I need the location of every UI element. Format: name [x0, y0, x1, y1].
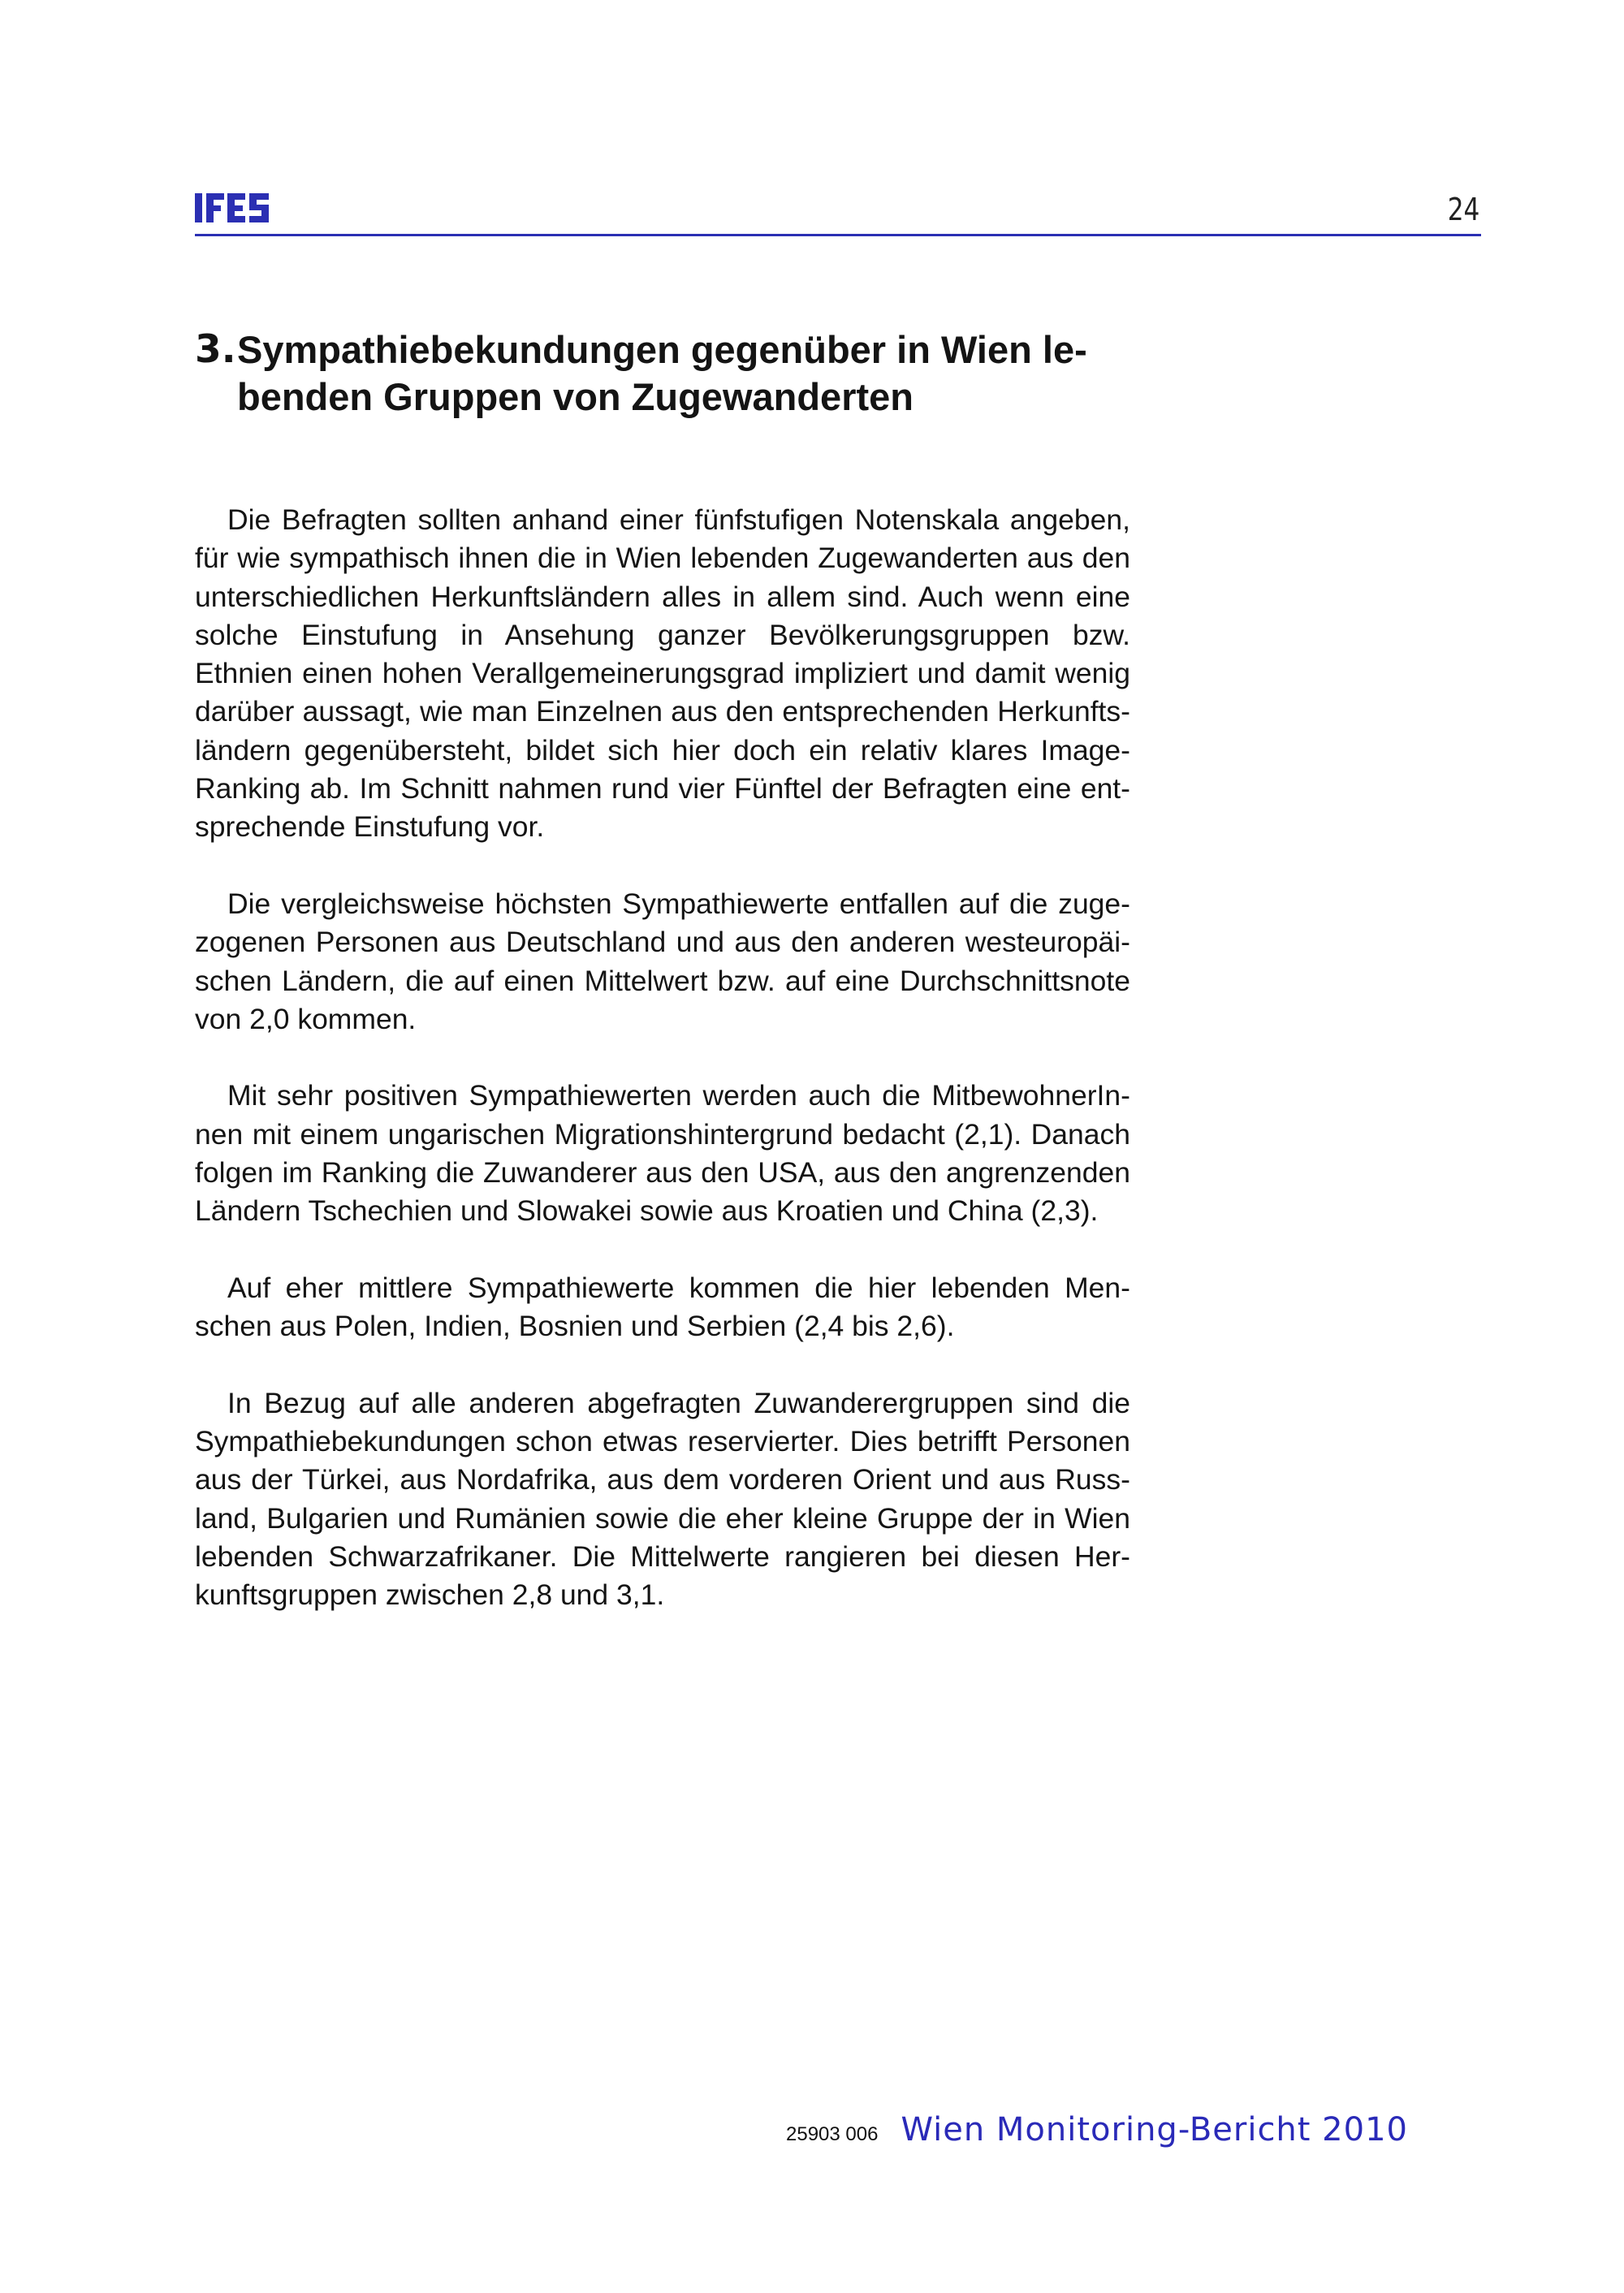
paragraph: Die Befragten sollten anhand einer fünfstufigen Notenskala angeben, für wie sympathisch ihnen die in Wien lebenden Zugewanderten aus den unterschiedlichen Herkunftsländern alles in allem sind. Auch wenn eine solche Einstufung in Ansehung ganzer Bevölkerungsgruppen bzw. Ethnien einen hohen Verallgemeinerungsgrad impliziert und damit wenig darüber aussagt, wie man Einzelnen aus den entsprechenden Herkunftsländern gegenübersteht, bildet sich hier doch ein relativ klares Image-Ranking ab. Im Schnitt nahmen rund vier Fünftel der Befragten eine entsprechende Einstufung vor. — [195, 503, 1130, 844]
section-heading — [195, 326, 1169, 421]
paragraph: Auf eher mittlere Sympathiewerte kommen die hier lebenden Menschen aus Polen, Indien, Bosnien und Serbien (2,4 bis 2,6). — [195, 1271, 1130, 1343]
paragraph: Die vergleichsweise höchsten Sympathiewerte entfallen auf die zugezogenen Personen aus Deutschland und aus den anderen westeuropäischen Ländern, die auf einen Mittelwert bzw. auf eine Durchschnittsnote von 2,0 kommen. — [195, 887, 1130, 1035]
page-header — [195, 190, 1481, 236]
page-footer — [786, 2111, 1452, 2160]
report-code: 25903 006 — [786, 2123, 879, 2145]
ifes-logo — [195, 192, 270, 224]
section-title-line-2: benden Gruppen von Zugewanderten — [237, 375, 914, 418]
section-number: 3. — [195, 327, 236, 372]
report-title: Wien Monitoring-Bericht 2010 — [901, 2111, 1408, 2148]
section-title-line-1: Sympathiebekundungen gegenüber in Wien le- — [237, 328, 1087, 371]
page-number: 24 — [1447, 192, 1479, 227]
paragraph: In Bezug auf alle anderen abgefragten Zuwanderergruppen sind die Sympathiebekundungen schon etwas reservierter. Dies betrifft Personen aus der Türkei, aus Nordafrika, aus dem vorderen Orient und aus Russland, Bulgarien und Rumänien sowie die eher kleine Gruppe der in Wien lebenden Schwarzafrikaner. Die Mittelwerte rangieren bei diesen Herkunftsgruppen zwischen 2,8 und 3,1. — [195, 1386, 1130, 1612]
body-text — [195, 501, 1130, 1653]
paragraph: Mit sehr positiven Sympathiewerten werden auch die MitbewohnerInnen mit einem ungarischen Migrationshintergrund bedacht (2,1). Danach folgen im Ranking die Zuwanderer aus den USA, aus den angrenzenden Ländern Tschechien und Slowakei sowie aus Kroatien und China (2,3). — [195, 1079, 1130, 1228]
